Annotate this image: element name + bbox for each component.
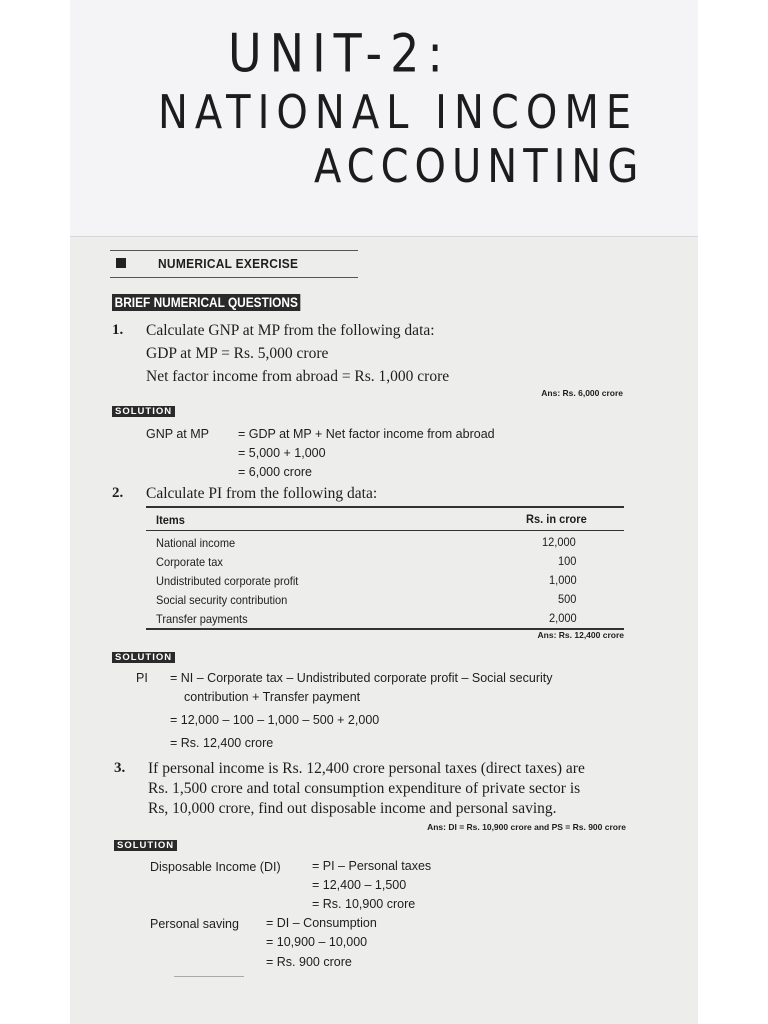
table-cell-item: Undistributed corporate profit [156,574,299,588]
q1-line: Calculate GNP at MP from the following data: [146,322,435,339]
q1-solution-term: GNP at MP [146,427,209,441]
table-cell-item: Transfer payments [156,612,248,626]
table-cell-item: National income [156,536,236,550]
section-bullet-icon [116,258,126,268]
table-top-rule [146,506,624,508]
q3-di-step: = PI – Personal taxes [312,859,432,873]
subsection-heading: BRIEF NUMERICAL QUESTIONS [112,294,301,311]
q1-number: 1. [112,322,124,338]
q3-ps-term: Personal saving [150,917,239,931]
q1-line: GDP at MP = Rs. 5,000 crore [146,345,329,362]
q3-line: Rs. 1,500 crore and total consumption expenditure of private sector is [148,780,581,797]
table-header-items: Items [156,513,185,527]
section-heading: NUMERICAL EXERCISE [158,256,299,271]
q2-number: 2. [112,485,124,501]
handwritten-unit-title: UNIT-2: [228,21,451,85]
handwritten-title-line-2: NATIONAL INCOME [158,86,639,140]
q3-di-term: Disposable Income (DI) [150,860,281,874]
q2-solution-step: = 12,000 – 100 – 1,000 – 500 + 2,000 [170,713,380,727]
q2-solution-label: SOLUTION [112,652,175,663]
q1-answer: Ans: Rs. 6,000 crore [541,388,623,398]
q1-solution-step: = 5,000 + 1,000 [238,446,326,460]
q3-line: If personal income is Rs. 12,400 crore personal taxes (direct taxes) are [148,760,585,777]
table-cell-item: Corporate tax [156,555,223,569]
q3-ps-step: = DI – Consumption [266,916,377,930]
q3-di-step: = Rs. 10,900 crore [312,897,416,911]
q2-solution-step: contribution + Transfer payment [184,690,361,704]
q2-solution-step: = NI – Corporate tax – Undistributed corporate profit – Social security [170,671,553,685]
q3-line: Rs, 10,000 crore, find out disposable income and personal saving. [148,800,557,817]
q3-number: 3. [114,760,126,776]
q3-solution-label: SOLUTION [114,840,177,851]
q2-text: Calculate PI from the following data: [146,485,378,502]
table-header-amount: Rs. in crore [526,512,587,526]
handwritten-title-line-3: ACCOUNTING [314,140,645,194]
table-cell-value: 2,000 [549,611,577,625]
table-cell-value: 100 [558,554,577,568]
table-cell-value: 12,000 [542,535,576,549]
q2-answer: Ans: Rs. 12,400 crore [537,630,624,640]
table-header-rule [146,530,624,531]
q1-solution-step: = GDP at MP + Net factor income from abroad [238,427,495,441]
q3-answer: Ans: DI = Rs. 10,900 crore and PS = Rs. 900 crore [427,822,626,832]
table-cell-item: Social security contribution [156,593,288,607]
q2-solution-term: PI [136,671,148,685]
q3-ps-step: = Rs. 900 crore [266,955,352,969]
q2-solution-step: = Rs. 12,400 crore [170,736,274,750]
textbook-page [70,0,698,1024]
handwritten-note [70,0,698,237]
table-cell-value: 500 [558,592,577,606]
q1-line: Net factor income from abroad = Rs. 1,000 crore [146,368,450,385]
table-cell-value: 1,000 [549,573,577,587]
q3-di-step: = 12,400 – 1,500 [312,878,407,892]
q1-solution-label: SOLUTION [112,406,175,417]
pencil-mark [174,976,244,977]
q3-ps-step: = 10,900 – 10,000 [266,935,368,949]
q1-solution-step: = 6,000 crore [238,465,313,479]
